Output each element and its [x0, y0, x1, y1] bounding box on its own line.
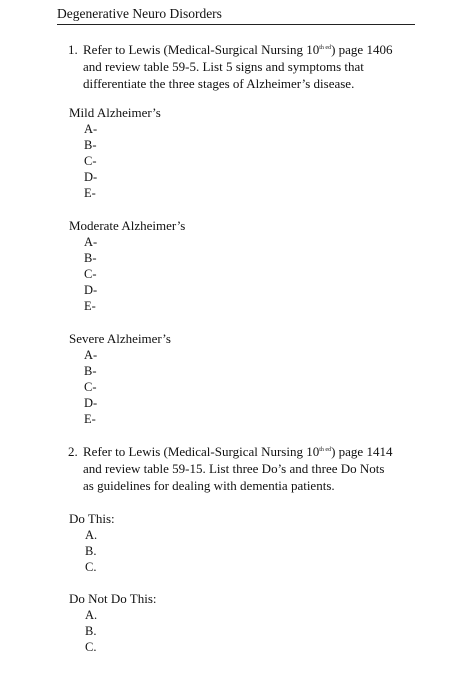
- moderate-answer-list: [84, 234, 97, 314]
- answer-line: E-: [84, 186, 96, 200]
- edition-superscript: th ed: [319, 447, 332, 453]
- do-not-title: Do Not Do This:: [69, 591, 157, 606]
- mild-answer-list: [84, 121, 97, 201]
- answer-line: E-: [84, 412, 96, 426]
- question-1-number: 1.: [68, 42, 78, 57]
- answer-line: A.: [85, 608, 98, 622]
- severe-section-title: Severe Alzheimer’s: [69, 331, 171, 346]
- question-2-line-2: and review table 59-15. List three Do’s and three Do Nots: [83, 461, 385, 476]
- answer-line: A-: [84, 235, 98, 249]
- page-header: [57, 6, 415, 25]
- do-this-answer-list: [85, 527, 97, 575]
- severe-answer-list: [84, 347, 97, 427]
- answer-line: D-: [84, 396, 98, 410]
- answer-line: B-: [84, 364, 97, 378]
- answer-line: E-: [84, 299, 96, 313]
- question-1-line-3: differentiate the three stages of Alzheimer’s disease.: [83, 76, 355, 91]
- answer-line: C-: [84, 267, 97, 281]
- question-1-text: [83, 41, 418, 92]
- edition-superscript: th ed: [319, 45, 332, 51]
- question-1-line-2: and review table 59-5. List 5 signs and symptoms that: [83, 59, 364, 74]
- question-1-page-ref: ) page 1406: [331, 42, 393, 57]
- answer-line: D-: [84, 283, 98, 297]
- question-1-line-1: [83, 41, 418, 58]
- answer-line: C.: [85, 640, 97, 654]
- answer-line: A-: [84, 122, 98, 136]
- question-1: [68, 41, 418, 92]
- question-2-line-1: [83, 443, 418, 460]
- answer-line: A-: [84, 348, 98, 362]
- moderate-section-title: Moderate Alzheimer’s: [69, 218, 186, 233]
- answer-line: B-: [84, 251, 97, 265]
- question-2-text-part: Refer to Lewis (Medical-Surgical Nursing 10: [83, 444, 320, 459]
- answer-line: C.: [85, 560, 97, 574]
- answer-line: C-: [84, 380, 97, 394]
- question-2: [68, 443, 418, 494]
- question-2-page-ref: ) page 1414: [331, 444, 393, 459]
- mild-section-title: Mild Alzheimer’s: [69, 105, 161, 120]
- question-2-number: 2.: [68, 444, 78, 459]
- answer-line: D-: [84, 170, 98, 184]
- answer-line: B-: [84, 138, 97, 152]
- header-title: Degenerative Neuro Disorders: [57, 6, 222, 21]
- question-2-line-3: as guidelines for dealing with dementia patients.: [83, 478, 335, 493]
- do-not-answer-list: [85, 607, 97, 655]
- answer-line: B.: [85, 624, 97, 638]
- question-1-text-part: Refer to Lewis (Medical-Surgical Nursing 10: [83, 42, 320, 57]
- do-this-title: Do This:: [69, 511, 115, 526]
- question-2-text: [83, 443, 418, 494]
- answer-line: C-: [84, 154, 97, 168]
- answer-line: B.: [85, 544, 97, 558]
- answer-line: A.: [85, 528, 98, 542]
